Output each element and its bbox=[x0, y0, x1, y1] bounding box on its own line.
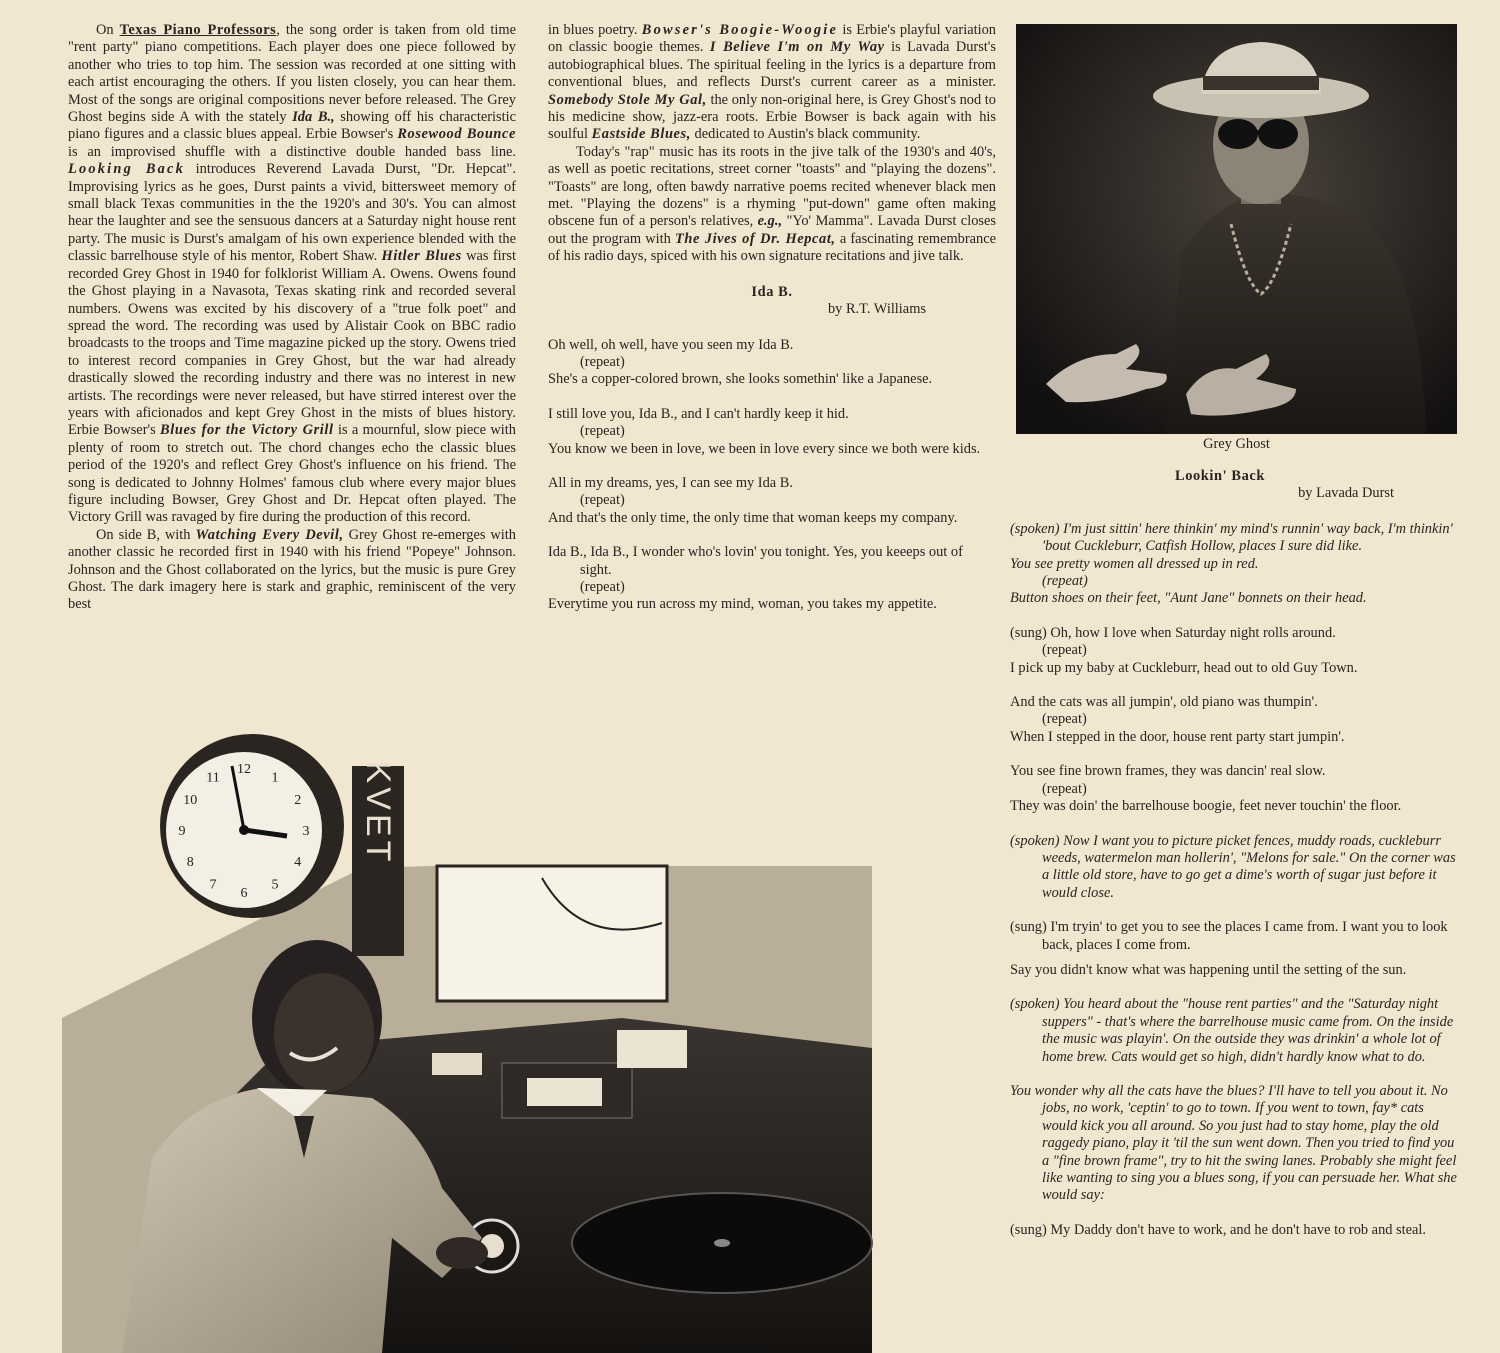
repeat-marker: (repeat) bbox=[580, 492, 625, 509]
song-title-ref: The Jives of Dr. Hepcat, bbox=[675, 230, 836, 247]
lyric-line: You see fine brown frames, they was dancin' real slow. bbox=[1010, 763, 1326, 780]
article-paragraph: in blues poetry. Bowser's Boogie-Woogie is Erbie's playful variation on classic boogie themes. I Believe I'm on My Way is Lavada Durst's autobiographical blues. The spiritual feeling in the lyrics is a departure from conventional blues, and reflects Durst's current career as a minister. Somebody Stole My Gal, the only non-original here, is Grey Ghost's nod to his medicine show, jazz-era roots. Erbie Bowser is back again with his soulful Eastside Blues, dedicated to Austin's black community. bbox=[548, 22, 996, 143]
lyric-line: Button shoes on their feet, "Aunt Jane" bonnets on their head. bbox=[1010, 590, 1367, 607]
repeat-marker: (repeat) bbox=[1042, 573, 1088, 590]
lyric-line: I pick up my baby at Cuckleburr, head out to old Guy Town. bbox=[1010, 659, 1358, 676]
clock-number: 1 bbox=[271, 770, 279, 786]
article-column-2 bbox=[548, 22, 996, 614]
article-paragraph: On Texas Piano Professors, the song order is taken from old time "rent party" piano competitions. Each player does one piece followed by another who tries to top him. The session was recorded at one sitting with each artist encouraging the others. If you listen closely, you can hear them. Most of the songs are original compositions never before released. The Grey Ghost begins side A with the stately Ida B., showing off his characteristic piano figures and a classic blues appeal. Erbie Bowser's Rosewood Bounce is an improvised shuffle with a distinctive double handed bass line. Looking Back introduces Reverend Lavada Durst, "Dr. Hepcat". Improvising lyrics as he goes, Durst paints a vivid, bittersweet memory of small black Texas communities in the the 1920's and 30's. You can almost hear the laughter and see the sensuous dancers at a Saturday night house rent party. The music is Durst's amalgam of his own experience blended with the classic barrelhouse style of his mentor, Robert Shaw. Hitler Blues was first recorded Grey Ghost in 1940 for folklorist William A. Owens. Owens found the Ghost playing in a Navasota, Texas skating rink and recorded several numbers. Owens was excited by his discovery of a "true folk poet" and spread the word. The recording was used by Alistair Cook on BBC radio broadcasts to the troops and Time magazine picked up the story. Owens tried to interest record companies in Grey Ghost, but the war had already drastically slowed the recording industry and there was no interest in new artists. The recordings were never released, but have stirred interest over the years with aficionados and kept Grey Ghost in the mists of blues history. Erbie Bowser's Blues for the Victory Grill is a mournful, slow piece with plenty of room to stretch out. The chord changes echo the classic blues period of the 1920's and reflect Grey Ghost's influence on his friend. The song is dedicated to Johnny Holmes' famous club where every major blues figure including Bowser, Grey Ghost and Dr. Hepcat often played. The Victory Grill was ravaged by fire during the production of this record. bbox=[68, 22, 517, 526]
repeat-marker: (repeat) bbox=[580, 578, 625, 595]
lyric-line: You know we been in love, we been in love every since we both were kids. bbox=[548, 440, 981, 457]
song-title-ref: I Believe I'm on My Way bbox=[709, 39, 885, 56]
repeat-marker: (repeat) bbox=[1042, 711, 1087, 728]
lyrics-ida-b bbox=[548, 337, 996, 614]
svg-text:KVET: KVET bbox=[359, 760, 397, 866]
radio-studio-image bbox=[62, 718, 876, 1353]
lyric-line: Ida B., Ida B., I wonder who's lovin' you tonight. Yes, you keeeps out of sight. bbox=[548, 544, 963, 578]
lyric-line: They was doin' the barrelhouse boogie, feet never touchin' the floor. bbox=[1010, 798, 1402, 815]
lyric-line: (sung) Oh, how I love when Saturday night rolls around. bbox=[1010, 624, 1336, 641]
lyric-line: I still love you, Ida B., and I can't hardly keep it hid. bbox=[548, 405, 849, 422]
song-title-ref: Rosewood Bounce bbox=[397, 126, 516, 143]
album-title: Texas Piano Professors bbox=[119, 22, 277, 38]
article-paragraph: Today's "rap" music has its roots in the jive talk of the 1930's and 40's, as well as poetic recitations, street corner "toasts" and "playing the dozens". "Toasts" are long, often bawdy narrative poems recited whenever black men met. "Playing the dozens" is a rhyming "put-down" game often making obscene fun of a person's relatives, e.g., "Yo' Mamma". Lavada Durst closes out the program with The Jives of Dr. Hepcat, a fascinating remembrance of his radio days, spiced with his own signature recitations and jive talk. bbox=[548, 143, 996, 265]
repeat-marker: (repeat) bbox=[1042, 642, 1087, 659]
lyric-line: (sung) My Daddy don't have to work, and he don't have to rob and steal. bbox=[1010, 1221, 1427, 1238]
clock-number: 9 bbox=[178, 824, 186, 839]
grey-ghost-photo bbox=[1016, 24, 1457, 434]
clock-number: 8 bbox=[186, 855, 194, 870]
repeat-marker: (repeat) bbox=[1042, 780, 1087, 797]
lyric-line: (spoken) Now I want you to picture picket fences, muddy roads, cuckleburr weeds, watermelon man hollerin', "Melons for sale." On the corner was a little old store, have to go get a dime's worth of sugar just before it would close. bbox=[1010, 832, 1456, 901]
clock-number: 4 bbox=[294, 855, 302, 870]
article-paragraph: On side B, with Watching Every Devil, Grey Ghost re-emerges with another classic he recorded first in 1940 with his friend "Popeye" Johnson. Johnson and the Ghost collaborated on the lyrics, but the music is pure Grey Ghost. The dark imagery here is stark and graphic, reminiscent of the very best bbox=[68, 526, 516, 613]
lyric-line: Say you didn't know what was happening until the setting of the sun. bbox=[1010, 961, 1407, 978]
clock-number: 7 bbox=[209, 877, 217, 893]
song-title-ref: Ida B., bbox=[292, 109, 335, 126]
lyric-line: When I stepped in the door, house rent party start jumpin'. bbox=[1010, 728, 1345, 745]
song-credit: by R.T. Williams bbox=[827, 301, 926, 318]
song-title-ref: Looking Back bbox=[68, 161, 186, 178]
lyric-line: And the cats was all jumpin', old piano was thumpin'. bbox=[1010, 694, 1318, 711]
song-title-ref: Blues for the Victory Grill bbox=[160, 422, 334, 439]
kvet-sign bbox=[352, 761, 404, 956]
clock-number: 12 bbox=[237, 762, 251, 777]
repeat-marker: (repeat) bbox=[580, 353, 625, 370]
lyric-line: You wonder why all the cats have the blues? I'll have to tell you about it. No jobs, no work, 'ceptin' to go to town. If you went to town, fay* cats would kick you all around. So you just had to stay home, play the old raggedy piano, play it 'til the sun went down. Then you tried to find you a "fine brown frame", try to hit the swing lanes. Probably she might feel like wanting to sing you a blues song, if you can persuade her. What she would say: bbox=[1010, 1082, 1457, 1204]
wall-clock-icon bbox=[160, 734, 344, 918]
studio-photo bbox=[62, 718, 876, 1353]
song-title-ref: Watching Every Devil, bbox=[195, 526, 344, 543]
lyric-line: Everytime you run across my mind, woman, you takes my appetite. bbox=[548, 596, 937, 613]
lyric-line: (spoken) I'm just sittin' here thinkin' my mind's runnin' way back, I'm thinkin' 'bout Cuckleburr, Catfish Hollow, places I sure did like. bbox=[1010, 520, 1453, 555]
grey-ghost-portrait-image bbox=[1016, 24, 1457, 434]
lyric-line: She's a copper-colored brown, she looks somethin' like a Japanese. bbox=[548, 371, 933, 388]
song-title-ref: Somebody Stole My Gal, bbox=[548, 91, 707, 108]
lyric-line: All in my dreams, yes, I can see my Ida B. bbox=[548, 474, 793, 491]
song-title: Lookin' Back bbox=[1175, 468, 1265, 484]
lyric-line: And that's the only time, the only time that woman keeps my company. bbox=[548, 509, 958, 526]
repeat-marker: (repeat) bbox=[580, 423, 625, 440]
clock-number: 10 bbox=[183, 793, 198, 808]
clock-number: 11 bbox=[206, 770, 220, 786]
article-column-1 bbox=[68, 22, 516, 614]
lyric-line: (sung) I'm tryin' to get you to see the places I came from. I want you to look back, places I come from. bbox=[1010, 919, 1448, 953]
clock-number: 5 bbox=[271, 877, 279, 893]
song-title-ref: Hitler Blues bbox=[381, 248, 462, 265]
lyric-line: (spoken) You heard about the "house rent parties" and the "Saturday night suppers" - that's where the barrelhouse music came from. On the inside the music was playin'. On the outside they was drinkin' a whole lot of home brew. Cats would get so high, didn't hardly know what to do. bbox=[1010, 996, 1454, 1065]
song-title-ref: Eastside Blues, bbox=[591, 126, 691, 143]
clock-number: 3 bbox=[302, 824, 310, 839]
clock-number: 6 bbox=[240, 886, 248, 901]
lyrics-lookin-back bbox=[1010, 521, 1460, 1239]
song-title-ref: Bowser's Boogie-Woogie bbox=[641, 22, 839, 38]
song-title: Ida B. bbox=[751, 283, 793, 300]
lyric-line: You see pretty women all dressed up in red. bbox=[1010, 555, 1259, 572]
song-credit: by Lavada Durst bbox=[1298, 485, 1394, 502]
photo-caption: Grey Ghost bbox=[1203, 436, 1270, 452]
clock-number: 2 bbox=[294, 793, 302, 808]
lyric-line: Oh well, oh well, have you seen my Ida B. bbox=[548, 336, 794, 353]
